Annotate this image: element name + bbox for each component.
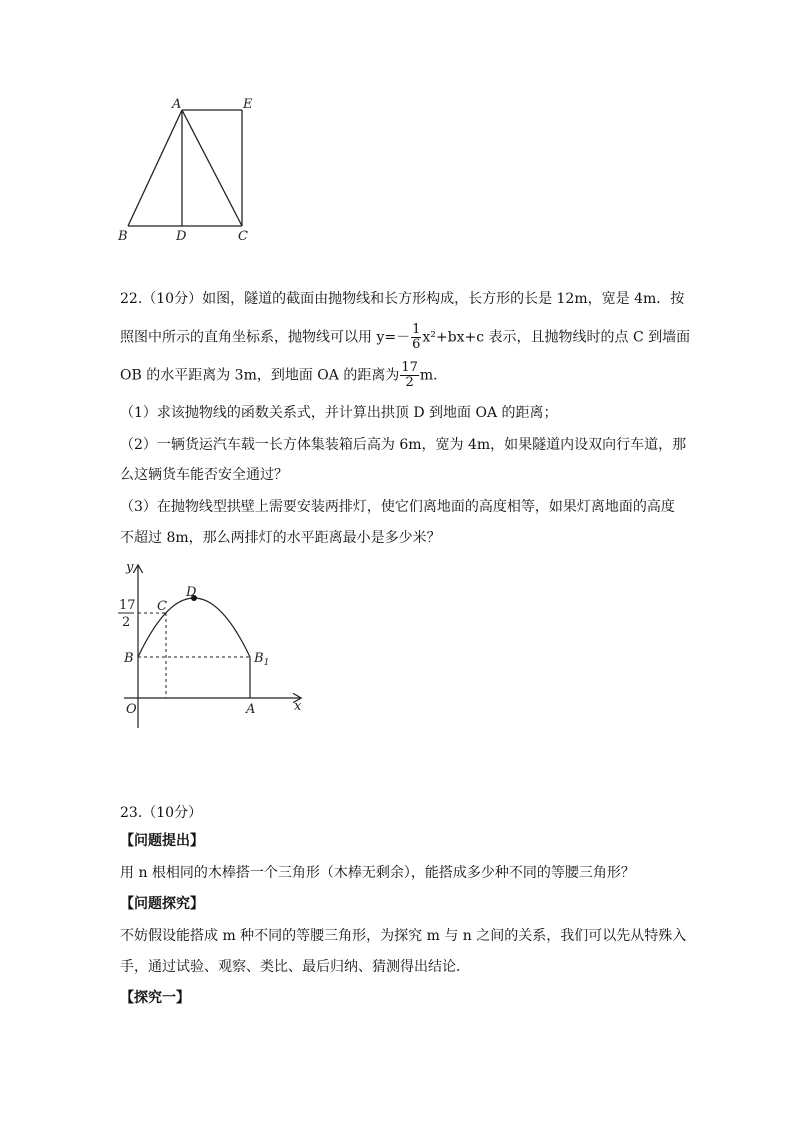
q22-line-3-pre: OB 的水平距离为 3m，到地面 OA 的距离为 xyxy=(120,367,400,384)
fraction-numerator: 17 xyxy=(401,360,418,375)
label-x: x xyxy=(294,699,302,714)
q22-sub-3a: （3）在抛物线型拱壁上需要安装两排灯，使它们离地面的高度相等，如果灯离地面的高度 xyxy=(120,499,675,515)
q22-sub-3b: 不超过 8m，那么两排灯的水平距离最小是多少米？ xyxy=(120,530,441,546)
segment-ab xyxy=(128,110,182,226)
q22-line-1: 22.（10分）如图，隧道的截面由抛物线和长方形构成，长方形的长是 12m，宽是 4m．按 xyxy=(120,291,685,307)
label-b1: $B_1$ xyxy=(254,651,270,668)
fraction-seventeen-halves xyxy=(400,361,419,390)
segment-ac xyxy=(182,110,242,226)
q23-paragraph-2a: 不妨假设能搭成 m 种不同的等腰三角形，为探究 m 与 n 之间的关系，我们可以先从特殊入 xyxy=(120,928,687,944)
q23-heading-explore-one: 【探究一】 xyxy=(120,990,190,1006)
fraction-one-sixth xyxy=(411,323,421,352)
fraction-denominator: 2 xyxy=(405,375,414,390)
q23-heading-problem: 【问题提出】 xyxy=(120,833,204,849)
label-c: C xyxy=(238,229,248,244)
fraction-denominator: 6 xyxy=(412,337,421,352)
label-a: A xyxy=(172,97,182,112)
label-a: A xyxy=(246,702,256,717)
q23-paragraph-2b: 手，通过试验、观察、类比、最后归纳、猜测得出结论． xyxy=(120,959,470,975)
q22-sub-2a: （2）一辆货运汽车载一长方体集装箱后高为 6m，宽为 4m，如果隧道内设双向行车道，那 xyxy=(120,437,687,453)
label-17-over-2-den: 2 xyxy=(122,615,131,630)
label-y: y xyxy=(126,560,134,575)
label-b: B xyxy=(118,229,128,244)
q23-title: 23.（10分） xyxy=(120,805,203,821)
label-17-over-2-num: 17 xyxy=(119,598,136,613)
q22-line-3 xyxy=(120,361,447,390)
figure-triangle-rectangle xyxy=(110,92,270,252)
q22-line-2-pre: 照图中所示的直角坐标系，抛物线可以用 y=－ xyxy=(120,329,411,346)
label-b: B xyxy=(124,651,134,666)
q22-line-2-post: x²+bx+c 表示，且抛物线时的点 C 到墙面 xyxy=(422,329,691,346)
fraction-numerator: 1 xyxy=(412,322,421,337)
q22-sub-2b: 么这辆货车能否安全通过？ xyxy=(120,467,288,483)
figure-tunnel-parabola xyxy=(112,558,312,738)
q22-line-2 xyxy=(120,323,690,352)
q23-heading-explore: 【问题探究】 xyxy=(120,896,204,912)
q23-paragraph-1: 用 n 根相同的木棒搭一个三角形（木棒无剩余），能搭成多少种不同的等腰三角形？ xyxy=(120,865,635,881)
label-o: O xyxy=(126,702,137,717)
label-d: D xyxy=(176,229,187,244)
q22-line-3-post: m． xyxy=(419,367,448,384)
q22-sub-1: （1）求该抛物线的函数关系式，并计算出拱顶 D 到地面 OA 的距离； xyxy=(120,405,558,421)
parabola-arc xyxy=(138,598,250,657)
label-e: E xyxy=(243,97,253,112)
label-d: D xyxy=(186,585,197,600)
label-c: C xyxy=(157,599,167,614)
